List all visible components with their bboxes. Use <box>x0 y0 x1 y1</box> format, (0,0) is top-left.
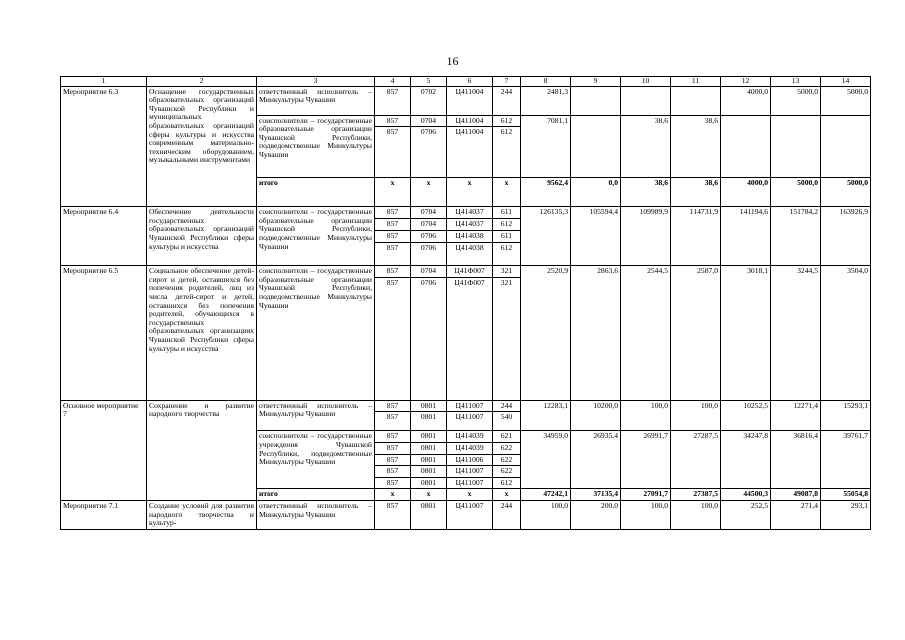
total-x: х <box>375 489 411 501</box>
table-row <box>61 86 871 115</box>
ministry-code: 857 <box>375 412 411 431</box>
section-code: 0801 <box>411 442 447 454</box>
column-number: 6 <box>447 77 493 87</box>
value-cell: 10200,0 <box>571 400 621 431</box>
value-cell <box>821 115 871 178</box>
value-cell: 151784,2 <box>771 207 821 266</box>
column-number: 5 <box>411 77 447 87</box>
ministry-code: 857 <box>375 243 411 266</box>
ministry-code: 857 <box>375 86 411 115</box>
section-code: 0706 <box>411 231 447 243</box>
measure-description: Социальное обеспечение детей-сирот и детей, оставшихся без попечения родителей, лиц из числа детей-сирот и детей, оставшихся без попечения родителей, обучающихся в государственных образовательных организациях Чувашской Республики сферы культуры и искусства <box>147 266 257 401</box>
section-code: 0704 <box>411 219 447 231</box>
value-cell: 26935,4 <box>571 431 621 489</box>
section-code: 0704 <box>411 266 447 278</box>
target-article-code: Ц411006 <box>447 454 493 466</box>
expense-type-code: 612 <box>493 219 521 231</box>
expense-type-code: 622 <box>493 454 521 466</box>
value-cell <box>771 115 821 178</box>
section-code: 0706 <box>411 127 447 178</box>
total-x: х <box>493 489 521 501</box>
total-label: итого <box>257 178 375 207</box>
total-value: 27387,5 <box>671 489 721 501</box>
measure-description: Сохранение и развитие народного творчества <box>147 400 257 500</box>
measure-name: Мероприятие 6.4 <box>61 207 147 266</box>
target-article-code: Ц414038 <box>447 231 493 243</box>
column-number: 7 <box>493 77 521 87</box>
expense-type-code: 321 <box>493 266 521 278</box>
value-cell: 38,6 <box>621 115 671 178</box>
target-article-code: Ц411007 <box>447 477 493 489</box>
expense-type-code: 612 <box>493 127 521 178</box>
measure-name: Мероприятие 6.3 <box>61 86 147 207</box>
total-x: х <box>447 178 493 207</box>
ministry-code: 857 <box>375 431 411 443</box>
executor-cell: ответственный исполнитель – Минкультуры Чувашии <box>257 400 375 431</box>
value-cell: 27287,5 <box>671 431 721 489</box>
expense-type-code: 612 <box>493 477 521 489</box>
column-number: 10 <box>621 77 671 87</box>
value-cell: 252,5 <box>721 500 771 529</box>
expense-type-code: 244 <box>493 500 521 529</box>
target-article-code: Ц414038 <box>447 243 493 266</box>
measure-name: Мероприятие 6.5 <box>61 266 147 401</box>
page-number: 16 <box>446 54 459 68</box>
value-cell: 141194,6 <box>721 207 771 266</box>
ministry-code: 857 <box>375 266 411 278</box>
target-article-code: Ц411007 <box>447 500 493 529</box>
total-value: 47242,1 <box>521 489 571 501</box>
executor-cell: соисполнители – государственные образовательные организации Чувашской Республики, подведомственные Минкультуры Чувашии <box>257 115 375 178</box>
value-cell: 36816,4 <box>771 431 821 489</box>
value-cell: 163926,9 <box>821 207 871 266</box>
ministry-code: 857 <box>375 219 411 231</box>
value-cell: 5000,0 <box>821 86 871 115</box>
value-cell: 109989,9 <box>621 207 671 266</box>
total-value: 5000,0 <box>771 178 821 207</box>
section-code: 0706 <box>411 277 447 400</box>
ministry-code: 857 <box>375 115 411 127</box>
total-x: х <box>375 178 411 207</box>
section-code: 0801 <box>411 477 447 489</box>
column-number-row <box>61 77 871 87</box>
value-cell: 7081,1 <box>521 115 571 178</box>
target-article-code: Ц411007 <box>447 400 493 412</box>
target-article-code: Ц411004 <box>447 86 493 115</box>
budget-table <box>60 76 871 530</box>
section-code: 0801 <box>411 431 447 443</box>
table-row <box>61 500 871 529</box>
value-cell <box>721 115 771 178</box>
value-cell: 5000,0 <box>771 86 821 115</box>
ministry-code: 857 <box>375 207 411 219</box>
ministry-code: 857 <box>375 442 411 454</box>
total-label: итого <box>257 489 375 501</box>
total-value: 55054,8 <box>821 489 871 501</box>
measure-description: Создание условий для развития народного творчества и культур- <box>147 500 257 529</box>
value-cell: 126135,3 <box>521 207 571 266</box>
executor-cell: соисполнители – государственные образовательные организации Чувашской Республики, подведомственные Минкультуры Чувашии <box>257 207 375 266</box>
target-article-code: Ц41Ф007 <box>447 277 493 400</box>
ministry-code: 857 <box>375 231 411 243</box>
total-value: 37135,4 <box>571 489 621 501</box>
column-number: 9 <box>571 77 621 87</box>
target-article-code: Ц411004 <box>447 115 493 127</box>
value-cell: 38,6 <box>671 115 721 178</box>
column-number: 2 <box>147 77 257 87</box>
ministry-code: 857 <box>375 277 411 400</box>
table-row <box>61 400 871 412</box>
section-code: 0704 <box>411 115 447 127</box>
total-x: х <box>411 178 447 207</box>
executor-cell: соисполнители – государственные образовательные организации Чувашской Республики, подведомственные Минкультуры Чувашии <box>257 266 375 401</box>
expense-type-code: 244 <box>493 86 521 115</box>
measure-name: Основное мероприятие 7 <box>61 400 147 500</box>
value-cell: 10252,5 <box>721 400 771 431</box>
section-code: 0704 <box>411 207 447 219</box>
value-cell: 114731,9 <box>671 207 721 266</box>
total-value: 38,6 <box>671 178 721 207</box>
total-value: 44500,3 <box>721 489 771 501</box>
value-cell: 271,4 <box>771 500 821 529</box>
total-x: х <box>447 489 493 501</box>
measure-description: Обеспечение деятельности государственных образовательных организаций Чувашской Республики сферы культуры и искусства <box>147 207 257 266</box>
expense-type-code: 611 <box>493 207 521 219</box>
total-value: 9562,4 <box>521 178 571 207</box>
expense-type-code: 244 <box>493 400 521 412</box>
target-article-code: Ц414039 <box>447 431 493 443</box>
expense-type-code: 321 <box>493 277 521 400</box>
value-cell: 293,1 <box>821 500 871 529</box>
value-cell: 200,0 <box>571 500 621 529</box>
column-number: 4 <box>375 77 411 87</box>
value-cell: 2863,6 <box>571 266 621 401</box>
target-article-code: Ц414039 <box>447 442 493 454</box>
section-code: 0702 <box>411 86 447 115</box>
column-number: 8 <box>521 77 571 87</box>
total-x: х <box>493 178 521 207</box>
executor-cell: ответственный исполнитель – Минкультуры Чувашии <box>257 500 375 529</box>
value-cell: 2520,9 <box>521 266 571 401</box>
expense-type-code: 621 <box>493 431 521 443</box>
expense-type-code: 612 <box>493 115 521 127</box>
total-value: 0,0 <box>571 178 621 207</box>
total-value: 5000,0 <box>821 178 871 207</box>
value-cell: 100,0 <box>621 500 671 529</box>
measure-name: Мероприятие 7.1 <box>61 500 147 529</box>
executor-cell: соисполнители – государственные учреждения Чувашской Республики, подведомственные Минкультуры Чувашии <box>257 431 375 489</box>
value-cell: 2481,3 <box>521 86 571 115</box>
ministry-code: 857 <box>375 454 411 466</box>
expense-type-code: 612 <box>493 243 521 266</box>
value-cell <box>571 115 621 178</box>
column-number: 11 <box>671 77 721 87</box>
value-cell: 100,0 <box>671 400 721 431</box>
target-article-code: Ц41Ф007 <box>447 266 493 278</box>
value-cell: 34959,0 <box>521 431 571 489</box>
value-cell: 26991,7 <box>621 431 671 489</box>
section-code: 0801 <box>411 400 447 412</box>
value-cell: 12283,1 <box>521 400 571 431</box>
value-cell: 105594,4 <box>571 207 621 266</box>
value-cell: 4000,0 <box>721 86 771 115</box>
measure-description: Оснащение государственных образовательных организаций Чувашской Республики и муниципальных образовательных организаций сферы культуры и искусства современным материально-техническим оборудованием, музыкальными инструментами <box>147 86 257 207</box>
ministry-code: 857 <box>375 500 411 529</box>
value-cell: 100,0 <box>521 500 571 529</box>
value-cell: 15293,1 <box>821 400 871 431</box>
total-value: 4000,0 <box>721 178 771 207</box>
target-article-code: Ц411004 <box>447 127 493 178</box>
section-code: 0801 <box>411 466 447 478</box>
value-cell: 39761,7 <box>821 431 871 489</box>
total-value: 27091,7 <box>621 489 671 501</box>
column-number: 14 <box>821 77 871 87</box>
value-cell: 12271,4 <box>771 400 821 431</box>
column-number: 1 <box>61 77 147 87</box>
value-cell: 3244,5 <box>771 266 821 401</box>
section-code: 0801 <box>411 412 447 431</box>
ministry-code: 857 <box>375 400 411 412</box>
expense-type-code: 540 <box>493 412 521 431</box>
value-cell <box>671 86 721 115</box>
ministry-code: 857 <box>375 127 411 178</box>
target-article-code: Ц414037 <box>447 219 493 231</box>
expense-type-code: 622 <box>493 442 521 454</box>
total-value: 49087,8 <box>771 489 821 501</box>
table-row <box>61 266 871 278</box>
ministry-code: 857 <box>375 477 411 489</box>
target-article-code: Ц411007 <box>447 412 493 431</box>
total-x: х <box>411 489 447 501</box>
value-cell: 100,0 <box>621 400 671 431</box>
section-code: 0801 <box>411 454 447 466</box>
expense-type-code: 622 <box>493 466 521 478</box>
value-cell: 34247,8 <box>721 431 771 489</box>
section-code: 0801 <box>411 500 447 529</box>
column-number: 3 <box>257 77 375 87</box>
target-article-code: Ц414037 <box>447 207 493 219</box>
table-row <box>61 207 871 219</box>
value-cell <box>621 86 671 115</box>
section-code: 0706 <box>411 243 447 266</box>
column-number: 12 <box>721 77 771 87</box>
value-cell <box>571 86 621 115</box>
value-cell: 2544,5 <box>621 266 671 401</box>
executor-cell: ответственный исполнитель – Минкультуры Чувашии <box>257 86 375 115</box>
target-article-code: Ц411007 <box>447 466 493 478</box>
expense-type-code: 611 <box>493 231 521 243</box>
value-cell: 3504,0 <box>821 266 871 401</box>
value-cell: 100,0 <box>671 500 721 529</box>
total-value: 38,6 <box>621 178 671 207</box>
column-number: 13 <box>771 77 821 87</box>
ministry-code: 857 <box>375 466 411 478</box>
value-cell: 3018,1 <box>721 266 771 401</box>
value-cell: 2587,0 <box>671 266 721 401</box>
